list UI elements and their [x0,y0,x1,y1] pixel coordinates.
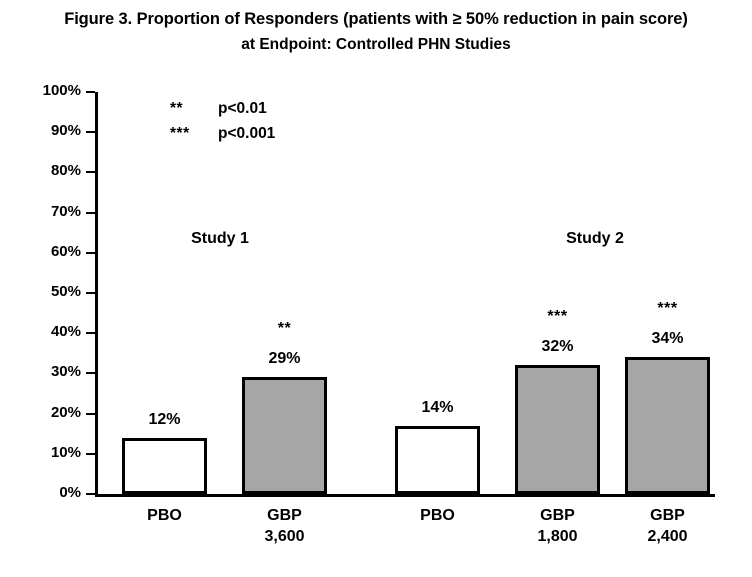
y-axis-tick [86,493,95,495]
y-axis-tick [86,453,95,455]
x-axis-label-line-1: GBP [650,507,685,524]
bar [515,365,600,494]
figure-title-line-2: at Endpoint: Controlled PHN Studies [241,36,511,53]
x-axis-label [222,505,347,547]
y-axis-tick-label: 70% [50,202,81,220]
bar-value-label: 34% [651,330,684,348]
x-axis-label-line-1: PBO [420,507,455,524]
y-axis-tick-label: 90% [50,122,81,140]
x-axis-label [605,505,730,547]
x-axis-label [495,505,620,547]
significance-marker: *** [547,308,568,326]
group-label-study-2: Study 2 [566,230,624,247]
figure-title-line-1: Figure 3. Proportion of Responders (patients with ≥ 50% reduction in pain score) [64,10,688,28]
legend-mark: *** [170,125,190,142]
y-axis-tick-label: 40% [50,323,81,341]
group-label-study-1: Study 1 [191,230,249,247]
y-axis-tick [86,252,95,254]
bar-value-label: 32% [541,338,574,356]
x-axis [95,494,715,497]
y-axis-tick-label: 20% [50,403,81,421]
bar [395,426,480,494]
y-axis-tick [86,292,95,294]
bar [122,438,207,494]
legend-text: p<0.001 [218,125,276,142]
bar [242,377,327,494]
plot-area [42,82,715,501]
y-axis-tick-label: 10% [50,443,81,461]
bar-value-label: 12% [148,410,181,428]
x-axis-label-line-1: PBO [147,507,182,524]
y-axis-tick-label: 0% [59,484,81,501]
y-axis-tick [86,131,95,133]
y-axis-tick-label: 80% [50,162,81,180]
y-axis [95,92,98,497]
y-axis-tick [86,332,95,334]
bar-value-label: 14% [421,398,454,416]
x-axis-label [102,505,227,526]
y-axis-tick-label: 30% [50,363,81,381]
x-axis-label-line-1: GBP [540,507,575,524]
y-axis-tick [86,212,95,214]
y-axis-tick-label: 100% [42,82,81,99]
bar [625,357,710,494]
y-axis-tick [86,91,95,93]
legend-mark: ** [170,100,184,117]
legend-text: p<0.01 [218,100,267,117]
significance-marker: *** [657,300,678,318]
x-axis-label-line-2: 1,800 [537,528,578,545]
y-axis-tick [86,171,95,173]
bar-value-label: 29% [268,350,301,368]
x-axis-label-line-1: GBP [267,507,302,524]
x-axis-label [375,505,500,526]
significance-marker: ** [277,320,292,338]
y-axis-tick [86,413,95,415]
x-axis-label-line-2: 2,400 [647,528,688,545]
y-axis-tick [86,372,95,374]
y-axis-tick-label: 60% [50,242,81,260]
x-axis-label-line-2: 3,600 [264,528,305,545]
y-axis-tick-label: 50% [50,283,81,300]
